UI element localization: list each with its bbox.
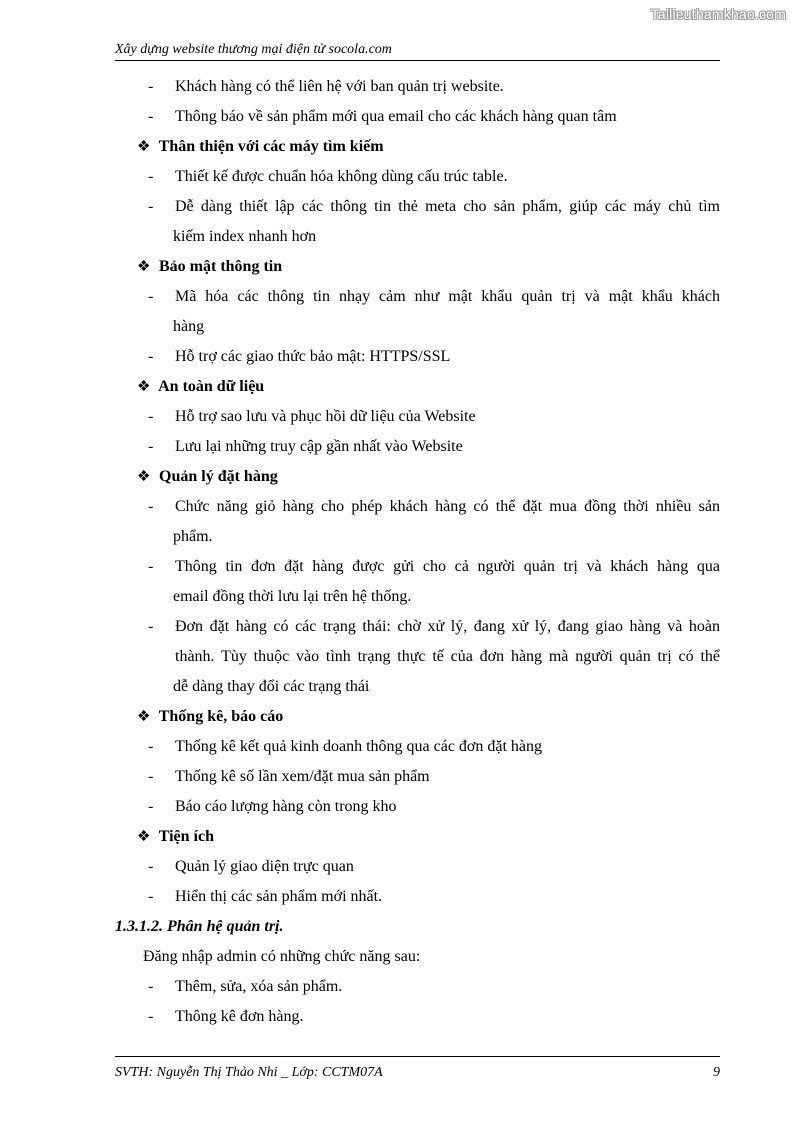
dash-bullet-icon: - — [148, 558, 154, 575]
diamond-bullet-icon: ❖ — [137, 469, 151, 485]
bullet-item — [115, 732, 720, 762]
bullet-item — [115, 762, 720, 792]
bullet-text: Dễ dàng thiết lập các thông tin thẻ meta cho sản phẩm, giúp các máy chủ tìm — [175, 198, 720, 215]
bullet-item — [115, 882, 720, 912]
dash-bullet-icon: - — [148, 618, 154, 635]
dash-bullet-icon: - — [148, 168, 154, 185]
diamond-bullet-icon: ❖ — [137, 829, 151, 845]
section-heading — [115, 132, 720, 162]
footer-author: SVTH: Nguyễn Thị Thảo Nhi _ Lớp: CCTM07A — [115, 1065, 383, 1080]
dash-bullet-icon: - — [148, 348, 154, 365]
bullet-text: Thông báo về sản phẩm mới qua email cho các khách hàng quan tâm — [175, 108, 617, 125]
heading-text: An toàn dữ liệu — [158, 378, 265, 395]
bullet-text: Thông tin đơn đặt hàng được gửi cho cả người quản trị và khách hàng qua — [175, 558, 720, 575]
bullet-text: Lưu lại những truy cập gần nhất vào Website — [175, 438, 463, 455]
bullet-item — [115, 432, 720, 462]
paragraph: Đăng nhập admin có những chức năng sau: — [143, 948, 421, 965]
bullet-continuation: email đồng thời lưu lại trên hệ thống. — [173, 588, 412, 605]
document-body — [115, 72, 720, 1032]
bullet-item — [115, 342, 720, 372]
diamond-bullet-icon: ❖ — [137, 709, 151, 725]
bullet-text: Báo cáo lượng hàng còn trong kho — [175, 798, 397, 815]
bullet-item — [115, 492, 720, 522]
bullet-item — [115, 792, 720, 822]
dash-bullet-icon: - — [148, 498, 154, 515]
page-footer — [115, 1056, 720, 1081]
heading-text: Quản lý đặt hàng — [159, 468, 278, 485]
dash-bullet-icon: - — [148, 1008, 154, 1025]
bullet-text: Thiết kế được chuẩn hóa không dùng cấu trúc table. — [175, 168, 508, 185]
bullet-item — [115, 282, 720, 312]
dash-bullet-icon: - — [148, 438, 154, 455]
bullet-text: Hỗ trợ các giao thức bảo mật: HTTPS/SSL — [175, 348, 451, 365]
heading-text: Thân thiện với các máy tìm kiếm — [158, 138, 384, 155]
bullet-continuation: hàng — [173, 318, 205, 335]
dash-bullet-icon: - — [148, 408, 154, 425]
heading-text: Bảo mật thông tin — [159, 258, 283, 275]
bullet-text: Hiển thị các sản phẩm mới nhất. — [175, 888, 383, 905]
bullet-text: Thống kê kết quả kinh doanh thông qua các đơn đặt hàng — [175, 738, 543, 755]
section-heading — [115, 702, 720, 732]
dash-bullet-icon: - — [148, 738, 154, 755]
section-heading — [115, 462, 720, 492]
bullet-item — [115, 72, 720, 102]
dash-bullet-icon: - — [148, 108, 154, 125]
watermark-text: Tailieuthamkhao.com — [650, 6, 786, 22]
bullet-text: Quản lý giao diện trực quan — [175, 858, 354, 875]
dash-bullet-icon: - — [148, 198, 154, 215]
bullet-continuation — [115, 642, 720, 672]
dash-bullet-icon: - — [148, 888, 154, 905]
dash-bullet-icon: - — [148, 78, 154, 95]
bullet-text: Đơn đặt hàng có các trạng thái: chờ xử lý, đang xử lý, đang giao hàng và hoàn — [175, 618, 720, 635]
bullet-item — [115, 852, 720, 882]
dash-bullet-icon: - — [148, 288, 154, 305]
bullet-text: Hỗ trợ sao lưu và phục hồi dữ liệu của Website — [175, 408, 476, 425]
bullet-text: Mã hóa các thông tin nhạy cảm như mật khẩu quản trị và mật khẩu khách — [175, 288, 720, 305]
bullet-continuation: phẩm. — [173, 528, 213, 545]
bullet-item — [115, 1002, 720, 1032]
bullet-continuation: kiếm index nhanh hơn — [173, 228, 317, 245]
diamond-bullet-icon: ❖ — [137, 259, 151, 275]
bullet-text: Thông kê đơn hàng. — [175, 1008, 304, 1025]
bullet-item — [115, 192, 720, 222]
page-header — [115, 42, 720, 61]
page-number: 9 — [713, 1065, 720, 1080]
bullet-text: thành. Tùy thuộc vào tình trạng thực tế của đơn hàng mà người quản trị có thể — [175, 648, 720, 665]
bullet-item — [115, 102, 720, 132]
diamond-bullet-icon: ❖ — [137, 139, 151, 155]
bullet-item — [115, 612, 720, 642]
header-title: Xây dựng website thương mại điện tử socola.com — [115, 42, 392, 57]
section-heading — [115, 372, 720, 402]
bullet-text: Thêm, sửa, xóa sản phẩm. — [175, 978, 343, 995]
heading-text: Thống kê, báo cáo — [158, 708, 284, 725]
bullet-item — [115, 402, 720, 432]
bullet-text: Chức năng giỏ hàng cho phép khách hàng có thể đặt mua đồng thời nhiều sản — [175, 498, 720, 515]
dash-bullet-icon: - — [148, 978, 154, 995]
bullet-item — [115, 552, 720, 582]
dash-bullet-icon: - — [148, 768, 154, 785]
bullet-text: Thống kê số lần xem/đặt mua sản phẩm — [175, 768, 430, 785]
section-heading — [115, 252, 720, 282]
bullet-text: Khách hàng có thể liên hệ với ban quản trị website. — [175, 78, 504, 95]
section-heading — [115, 822, 720, 852]
diamond-bullet-icon: ❖ — [137, 379, 151, 395]
subsection-title: 1.3.1.2. Phân hệ quản trị. — [115, 918, 284, 935]
dash-bullet-icon: - — [148, 858, 154, 875]
heading-text: Tiện ích — [158, 828, 214, 845]
dash-bullet-icon: - — [148, 798, 154, 815]
bullet-item — [115, 162, 720, 192]
bullet-item — [115, 972, 720, 1002]
bullet-continuation: dễ dàng thay đổi các trạng thái — [173, 678, 370, 695]
